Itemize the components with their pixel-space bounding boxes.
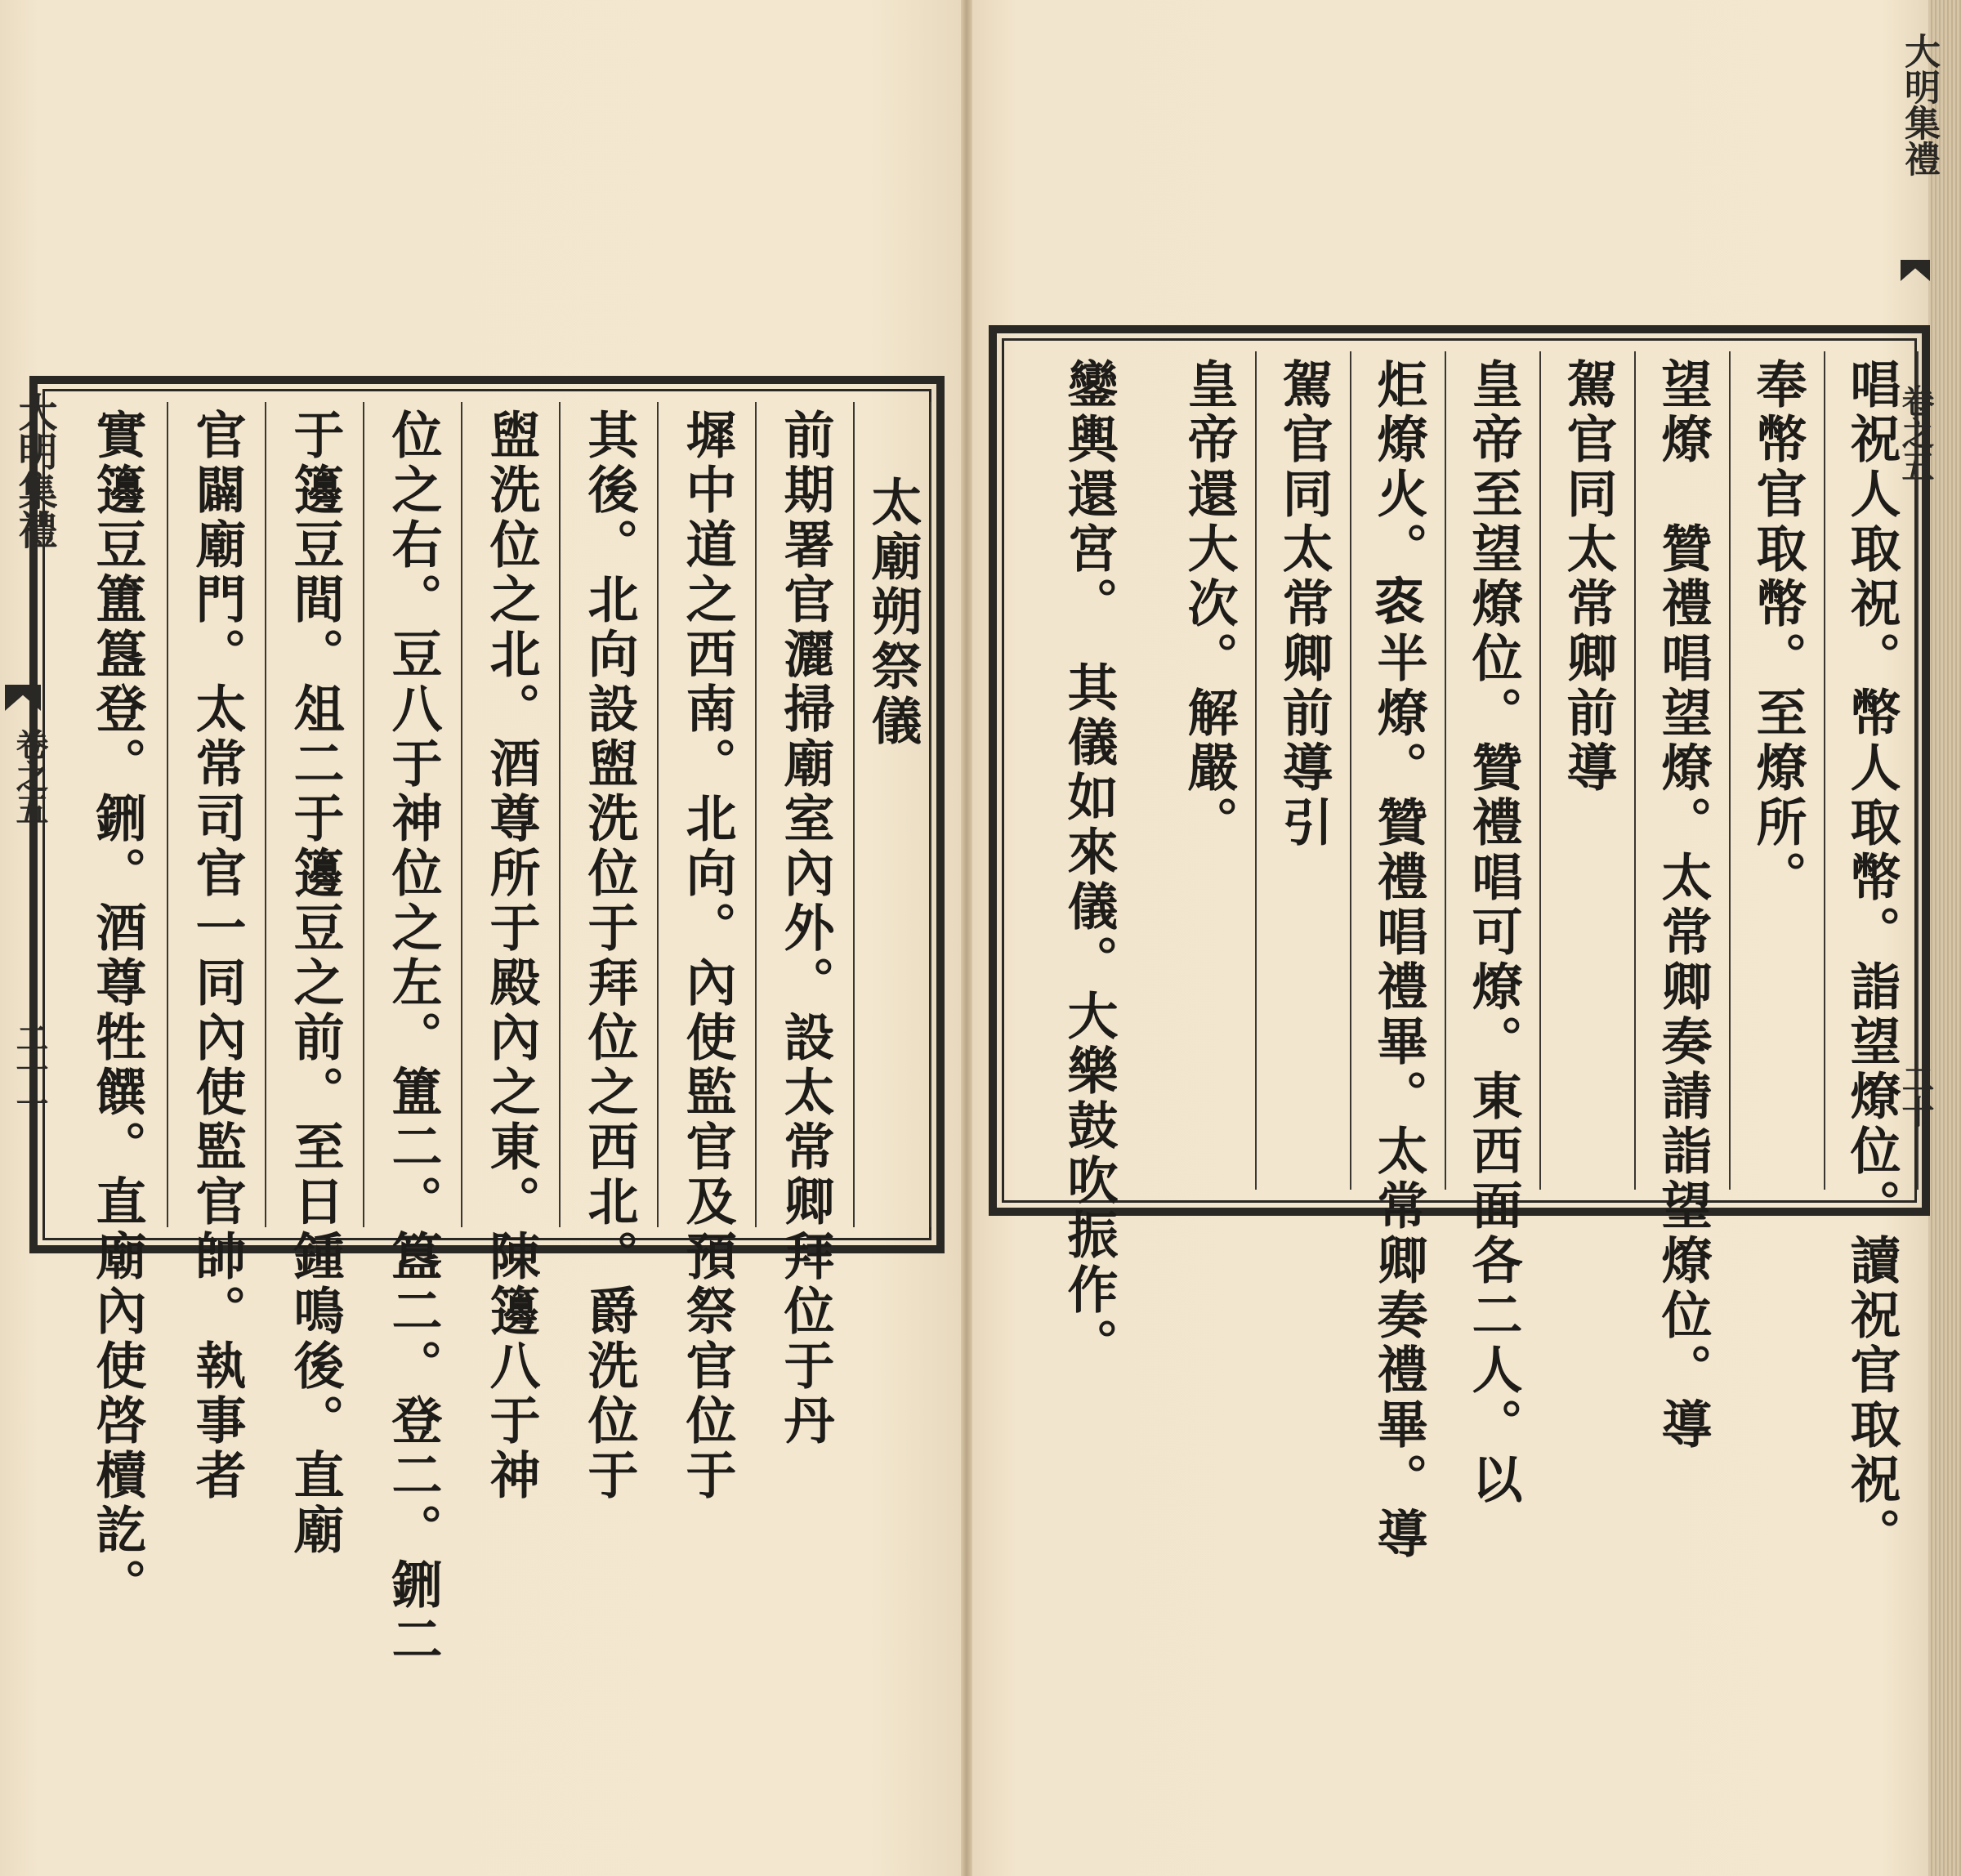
text-column: 于籩豆間。俎二于籩豆之前。至日鍾鳴後。直廟 [285,409,345,1558]
left-column-6 [364,402,462,1668]
left-column-1 [855,402,931,1227]
text-column: 前期署官灑掃廟室內外。設太常卿拜位于丹 [775,409,835,1449]
text-column: 實籩豆簠簋登。鉶。酒尊牲饌。直廟內使啓櫝訖。 [87,409,147,1613]
left-margin-volume: 卷之五 [11,727,49,825]
text-column: 其後。北向設盥洗位于拜位之西北。爵洗位于 [579,409,639,1503]
text-column: 皇帝至望燎位。贊禮唱可燎。東西面各二人。以 [1463,358,1523,1508]
left-column-7 [266,402,364,1558]
text-column: 駕官同太常卿前導 [1558,358,1618,796]
left-column-5 [462,402,561,1503]
book-gutter [961,0,972,1876]
left-column-2 [757,402,855,1449]
page-edge-stack [1928,0,1961,1876]
left-margin-title: 大明集禮 [11,392,57,549]
left-margin-leaf: 二十一 [11,1021,49,1119]
text-column: 唱祝人取祝。幣人取幣。詣望燎位。讀祝官取祝。 [1842,358,1901,1562]
right-column-4 [1541,351,1636,1190]
right-column-2 [1731,351,1825,1190]
right-column-6 [1351,351,1446,1562]
right-margin-leaf: 二十 [1896,1062,1935,1128]
text-column: 鑾輿還宮。 其儀如來儀。大樂鼓吹振作。 [1059,358,1119,1373]
text-column: 官闢廟門。太常司官一同內使監官帥。執事者 [187,409,247,1503]
left-text-frame [29,376,945,1668]
right-column-3 [1636,351,1731,1453]
section-title: 太廟朔祭儀 [863,476,922,749]
right-margin-title: 大明集禮 [1898,33,1940,176]
right-margin-volume: 卷之五 [1896,384,1935,482]
right-column-9 [1015,351,1162,1373]
text-column: 墀中道之西南。北向。內使監官及預祭官位于 [677,409,737,1503]
left-column-4 [561,402,659,1503]
text-column: 皇帝還大次。解嚴。 [1179,358,1239,851]
right-column-5 [1446,351,1541,1508]
right-column-8 [1162,351,1257,1190]
text-column: 盥洗位之北。酒尊所于殿內之東。陳籩八于神 [481,409,541,1503]
text-column: 炬燎火。𤇯半燎。贊禮唱禮畢。太常卿奏禮畢。導 [1369,358,1428,1562]
left-column-3 [659,402,757,1503]
right-column-7 [1257,351,1351,1190]
left-column-9 [67,402,168,1613]
right-text-frame [989,325,1930,1562]
text-column: 駕官同太常卿前導引 [1274,358,1333,851]
text-column: 位之右。豆八于神位之左。簠二。簋二。登二。鉶二 [383,409,443,1668]
text-column: 奉幣官取幣。至燎所。 [1748,358,1807,905]
left-column-8 [168,402,266,1503]
text-column: 望燎 贊禮唱望燎。太常卿奏請詣望燎位。導 [1653,358,1713,1453]
